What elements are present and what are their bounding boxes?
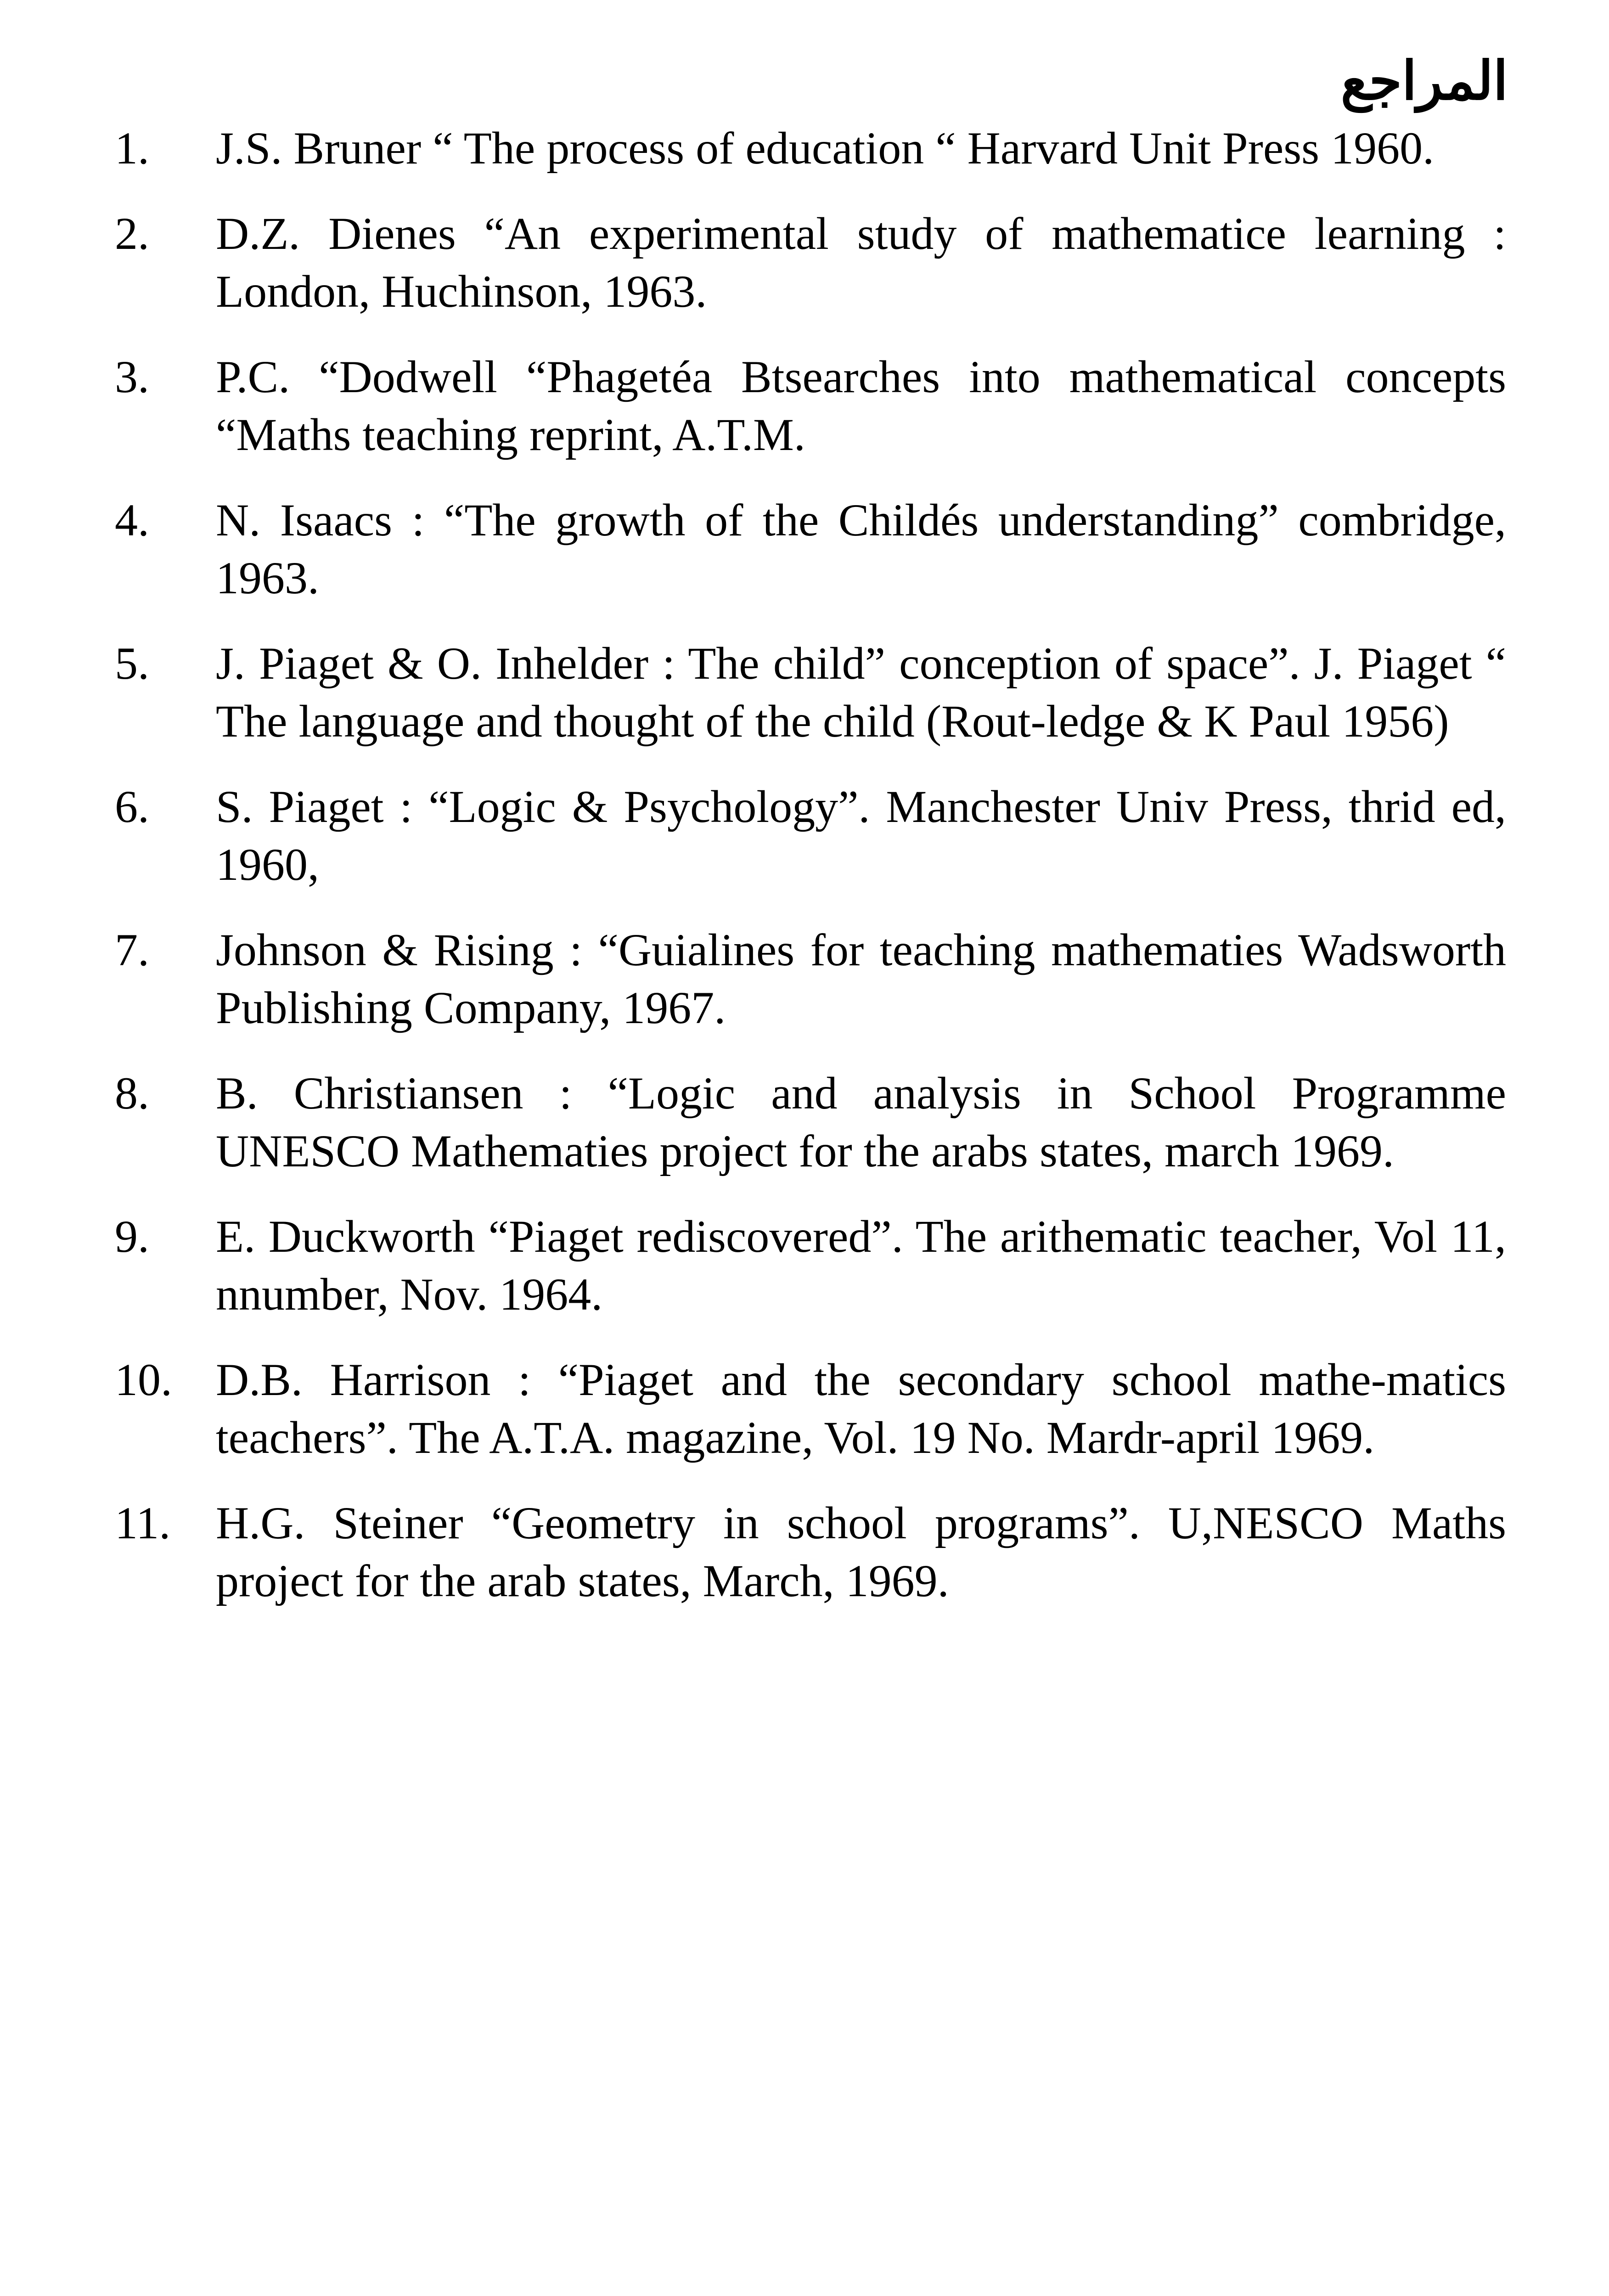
reference-number: 4. (115, 495, 149, 546)
reference-item (115, 119, 1506, 177)
reference-item (115, 205, 1506, 321)
reference-text: H.G. Steiner “Geometry in school programs”. U,NESCO Maths project for the arab states, March, 1969. (216, 1497, 1506, 1606)
reference-number: 5. (115, 638, 149, 689)
reference-item (115, 635, 1506, 750)
reference-number: 2. (115, 208, 149, 259)
reference-text: J. Piaget & O. Inhelder : The child” conception of space”. J. Piaget “ The language and thought of the child (Rout-ledge & K Paul 1956) (216, 638, 1506, 747)
reference-number: 1. (115, 123, 149, 174)
reference-number: 6. (115, 781, 149, 832)
reference-text: S. Piaget : “Logic & Psychology”. Manchester Univ Press, thrid ed, 1960, (216, 781, 1506, 890)
reference-text: N. Isaacs : “The growth of the Childés understanding” combridge, 1963. (216, 495, 1506, 603)
reference-text: P.C. “Dodwell “Phagetéa Btsearches into mathematical concepts “Maths teaching reprint, A.T.M. (216, 351, 1506, 460)
reference-number: 3. (115, 351, 149, 402)
references-heading: المراجع (1340, 52, 1508, 111)
reference-text: D.B. Harrison : “Piaget and the secondary school mathe-matics teachers”. The A.T.A. magazine, Vol. 19 No. Mardr-april 1969. (216, 1354, 1506, 1463)
reference-item (115, 348, 1506, 464)
reference-number: 7. (115, 924, 149, 975)
reference-item (115, 921, 1506, 1037)
reference-item (115, 1494, 1506, 1610)
reference-number: 8. (115, 1068, 149, 1119)
reference-item (115, 1208, 1506, 1323)
reference-item (115, 1064, 1506, 1180)
reference-item (115, 491, 1506, 607)
reference-number: 10. (115, 1354, 172, 1405)
reference-item (115, 778, 1506, 894)
reference-text: D.Z. Dienes “An experimental study of mathematice learning : London, Huchinson, 1963. (216, 208, 1506, 317)
reference-text: E. Duckworth “Piaget rediscovered”. The arithematic teacher, Vol 11, nnumber, Nov. 1964. (216, 1211, 1506, 1320)
reference-number: 11. (115, 1497, 171, 1548)
reference-text: J.S. Bruner “ The process of education “ Harvard Unit Press 1960. (216, 123, 1435, 174)
reference-text: B. Christiansen : “Logic and analysis in School Programme UNESCO Mathematies project for the arabs states, march 1969. (216, 1068, 1506, 1176)
reference-number: 9. (115, 1211, 149, 1262)
reference-text: Johnson & Rising : “Guialines for teaching mathematies Wadsworth Publishing Company, 1967. (216, 924, 1506, 1033)
reference-item (115, 1351, 1506, 1467)
references-list (115, 119, 1506, 1638)
